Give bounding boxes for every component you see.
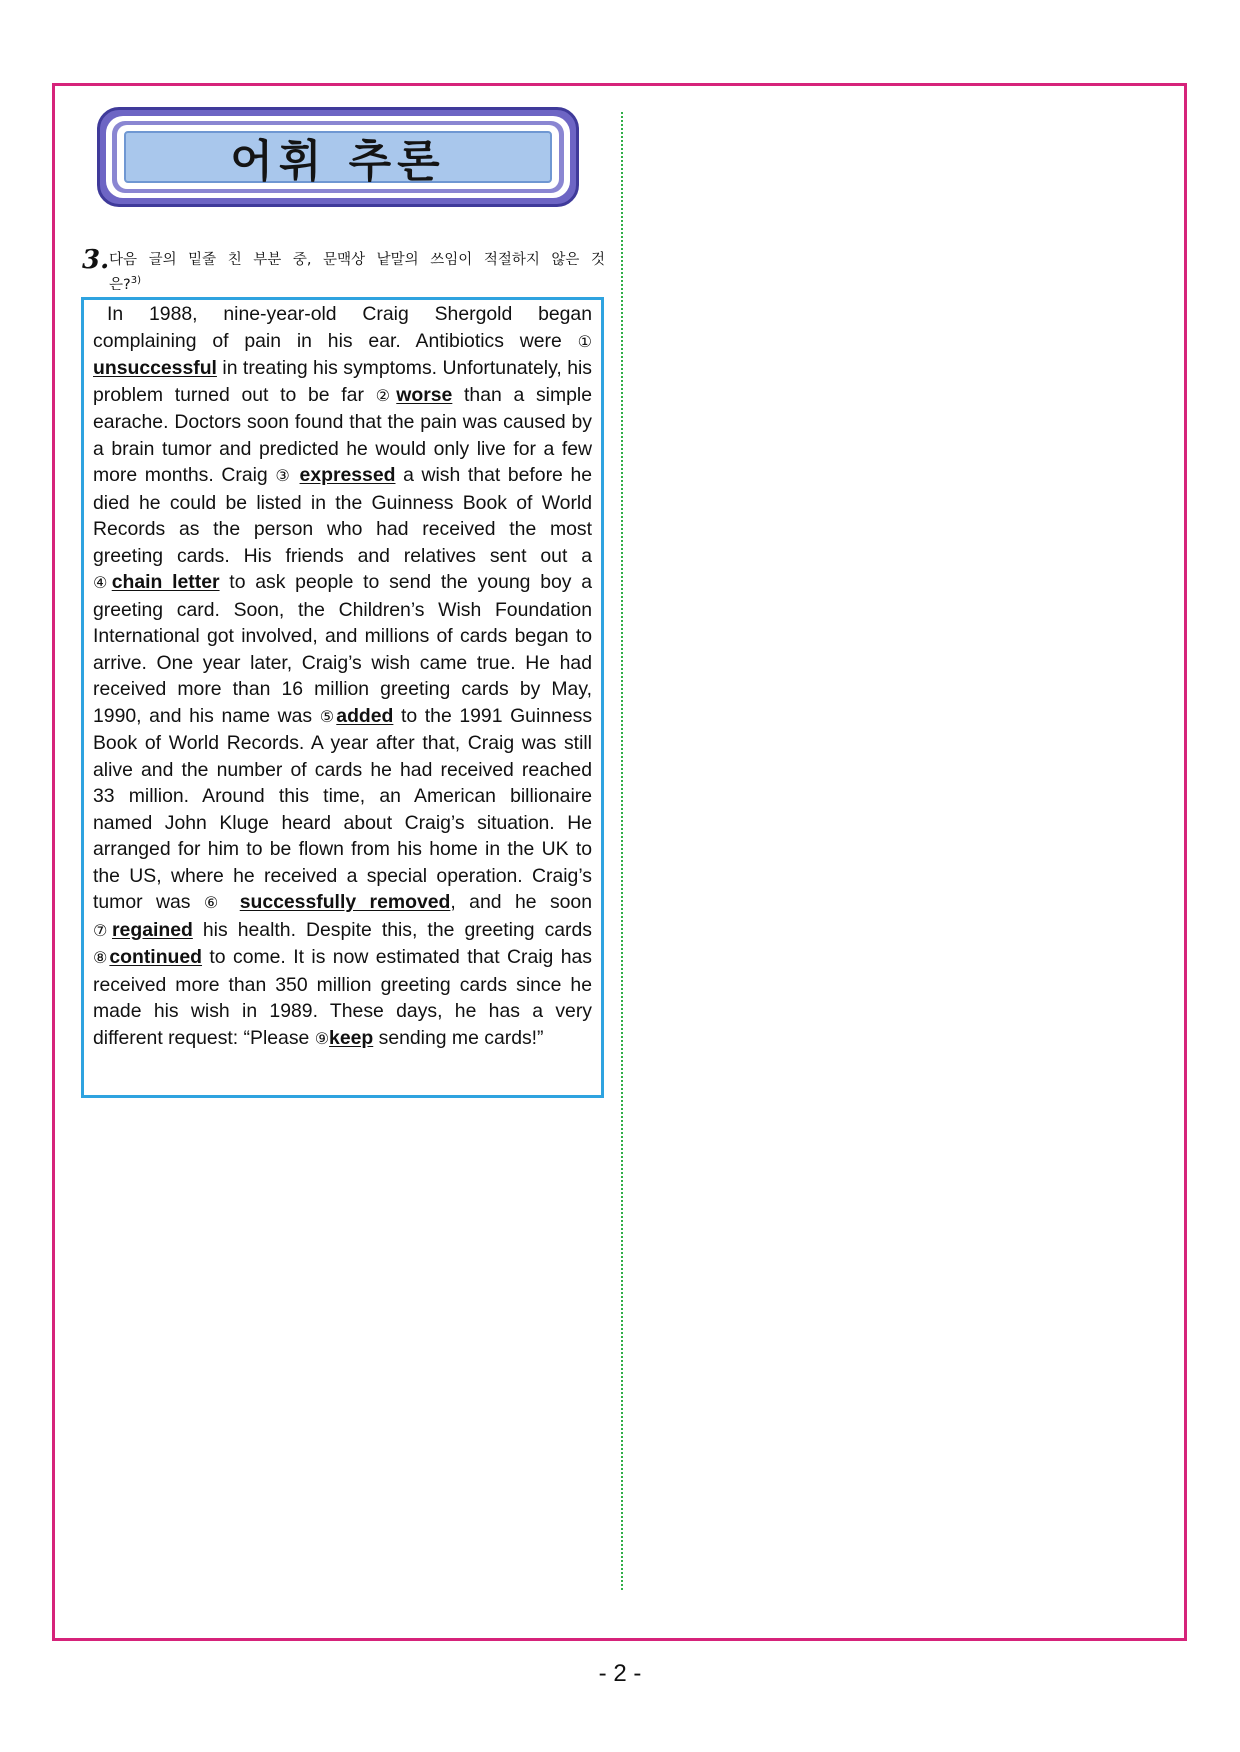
- choice-number: ③: [275, 466, 292, 485]
- question-number: 3.: [82, 245, 110, 275]
- underlined-choice: added: [336, 704, 394, 727]
- question-text-line1: 다음 글의 밑줄 친 부분 중, 문맥상 낱말의 쓰임이 적절하지 않은 것: [109, 252, 605, 268]
- choice-number: ⑥: [203, 893, 227, 912]
- section-title-badge: [97, 107, 579, 207]
- passage-segment: his health. Despite this, the greeting cards: [192, 918, 592, 941]
- underlined-choice: unsuccessful: [93, 357, 217, 379]
- choice-number: ⑨: [314, 1028, 330, 1048]
- choice-number: ⑤: [319, 706, 337, 726]
- underlined-choice: keep: [329, 1026, 374, 1049]
- underlined-choice: regained: [112, 918, 193, 941]
- column-divider: [621, 112, 623, 1590]
- underlined-choice: successfully removed: [239, 891, 451, 913]
- choice-number: ①: [577, 331, 592, 351]
- underlined-choice: chain letter: [111, 571, 220, 593]
- underlined-choice: expressed: [299, 464, 396, 486]
- passage-text: [93, 301, 592, 1052]
- choice-number: ④: [93, 573, 112, 592]
- underlined-choice: continued: [109, 946, 203, 968]
- question-text-end: 은?: [109, 276, 131, 293]
- section-title: 어휘 추론: [230, 136, 446, 187]
- footnote-marker: 3): [130, 275, 141, 286]
- passage-segment: than a simple earache. Doctors soon found that the pain was caused by a brain tumor and predicted he would only live for a few more months. Craig: [93, 383, 593, 486]
- choice-number: ②: [375, 385, 397, 405]
- question-text-line2: [109, 270, 141, 296]
- choice-number: ⑧: [93, 948, 110, 967]
- page-number: - 2 -: [598, 1660, 642, 1687]
- choice-number: ⑦: [93, 920, 113, 940]
- passage-segment: to the 1991 Guinness Book of World Records. A year after that, Craig was still alive and the number of cards he had received reached 33 million. Around this time, an American billionaire named John Kluge heard about Craig’s situation. He arranged for him to be flown from his home in the UK to the US, where he received a special operation. Craig’s tumor was: [93, 704, 593, 913]
- passage-segment: sending me cards!”: [373, 1026, 544, 1049]
- passage-segment: a wish that before he died he could be listed in the Guinness Book of World Records as the person who had received the most greeting cards. His friends and relatives sent out a: [93, 464, 593, 567]
- title-panel: [124, 131, 552, 187]
- passage-segment: to come. It is now estimated that Craig has received more than 350 million greeting cards since he made his wish in 1989. These days, he has a very different request: “Please: [93, 946, 593, 1049]
- passage-segment: in treating his symptoms. Unfortunately, his problem turned out to be far: [93, 357, 592, 406]
- passage-box: [81, 297, 604, 1098]
- passage-segment: , and he soon: [450, 891, 592, 913]
- passage-segment: In 1988, nine-year-old Craig Shergold began complaining of pain in his ear. Antibiotics were: [93, 303, 592, 352]
- underlined-choice: worse: [396, 383, 453, 406]
- passage-segment: to ask people to send the young boy a greeting card. Soon, the Children’s Wish Foundation International got involved, and millions of cards began to arrive. One year later, Craig’s wish came true. He had received more than 16 million greeting cards by May, 1990, and his name was: [93, 571, 592, 727]
